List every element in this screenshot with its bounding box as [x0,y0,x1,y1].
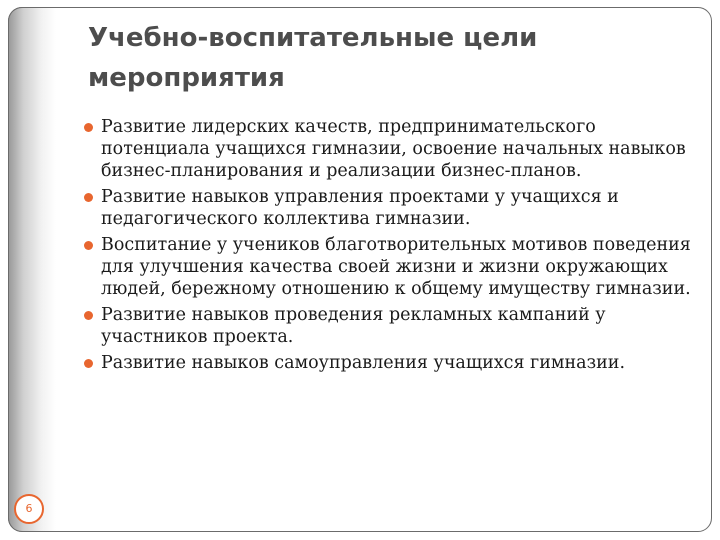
bullet-item [84,186,694,230]
page-number-badge: 6 [14,494,44,524]
bullet-item [84,304,694,348]
left-decorative-band [8,7,56,532]
bullet-text: Развитие навыков самоуправления учащихся гимназии. [101,353,626,373]
bullet-text: Воспитание у учеников благотворительных мотивов поведения для улучшения качества своей жизни и жизни окружающих людей, бережному отношению к общему имуществу гимназии. [101,235,691,299]
bullet-list [84,116,694,378]
bullet-item [84,352,694,374]
bullet-dot-icon [84,193,93,202]
bullet-dot-icon [84,241,93,250]
bullet-item [84,116,694,182]
bullet-text: Развитие навыков проведения рекламных кампаний у участников проекта. [101,305,606,347]
bullet-text: Развитие лидерских качеств, предпринимательского потенциала учащихся гимназии, освоение начальных навыков бизнес-планирования и реализации бизнес-планов. [101,117,686,181]
bullet-dot-icon [84,123,93,132]
bullet-dot-icon [84,359,93,368]
bullet-item [84,234,694,300]
bullet-dot-icon [84,311,93,320]
slide-title: Учебно-воспитательные цели мероприятия [88,23,538,93]
bullet-text: Развитие навыков управления проектами у учащихся и педагогического коллектива гимназии. [101,187,619,229]
